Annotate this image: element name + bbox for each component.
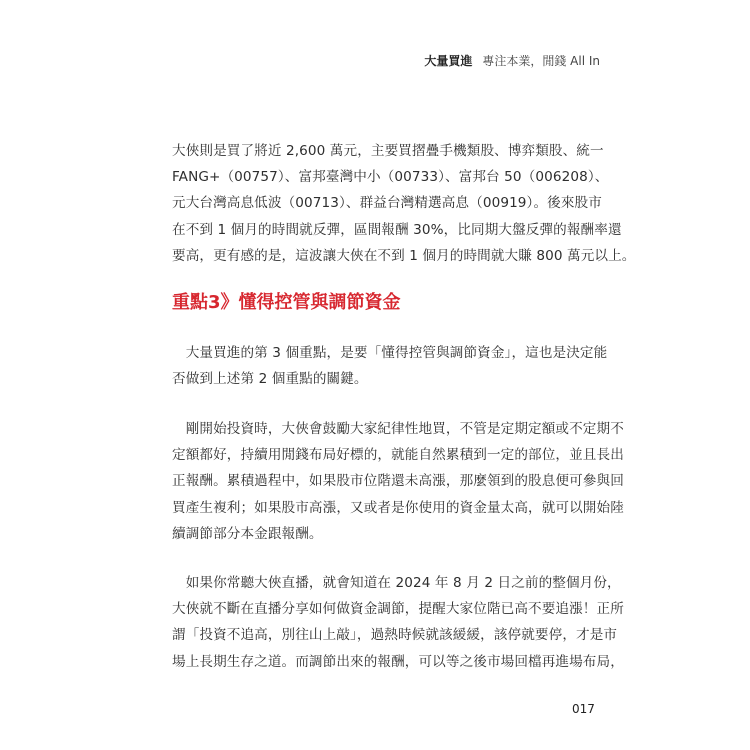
- text-line: 大俠就不斷在直播分享如何做資金調節，提醒大家位階已高不要追漲！正所: [172, 601, 624, 618]
- text-line: 要高，更有感的是，這波讓大俠在不到 1 個月的時間就大賺 800 萬元以上。: [172, 247, 636, 264]
- paragraph-2: [172, 340, 608, 392]
- text-line: 謂「投資不追高，別往山上敲」，過熱時候就該緩緩，該停就要停，才是市: [172, 627, 618, 644]
- text-line: 場上長期生存之道。而調節出來的報酬，可以等之後市場回檔再進場布局，: [172, 653, 624, 670]
- page-number: 017: [572, 702, 595, 716]
- text-line: 買產生複利；如果股市高漲，又或者是你使用的資金量太高，就可以開始陸: [172, 499, 624, 516]
- running-header: [424, 52, 600, 70]
- text-line: FANG+（00757）、富邦臺灣中小（00733）、富邦台 50（006208）、: [172, 169, 609, 186]
- header-tagline: 專注本業，閒錢 All In: [482, 54, 600, 68]
- text-line: 剛開始投資時，大俠會鼓勵大家紀律性地買，不管是定期定額或不定期不: [172, 421, 624, 437]
- paragraph-3: [172, 416, 624, 547]
- header-title: 大量買進: [424, 54, 473, 68]
- text-line: 如果你常聽大俠直播，就會知道在 2024 年 8 月 2 日之前的整個月份，: [172, 575, 621, 591]
- paragraph-4: [172, 570, 624, 675]
- text-line: 定額都好，持續用閒錢布局好標的，就能自然累積到一定的部位，並且長出: [172, 447, 624, 464]
- section-heading: 重點3》懂得控管與調節資金: [172, 292, 401, 313]
- text-line: 否做到上述第 2 個重點的關鍵。: [172, 371, 368, 388]
- text-line: 在不到 1 個月的時間就反彈，區間報酬 30%，比同期大盤反彈的報酬率還: [172, 221, 622, 238]
- text-line: 大俠則是買了將近 2,600 萬元，主要買摺疊手機類股、博弈類股、統一: [172, 143, 604, 159]
- text-line: 正報酬。累積過程中，如果股市位階還未高漲，那麼領到的股息便可參與回: [172, 473, 624, 490]
- text-line: 續調節部分本金跟報酬。: [172, 525, 323, 542]
- text-line: 元大台灣高息低波（00713）、群益台灣精選高息（00919）。後來股市: [172, 195, 602, 212]
- paragraph-1: [172, 138, 636, 269]
- text-line: 大量買進的第 3 個重點，是要「懂得控管與調節資金」，這也是決定能: [172, 345, 608, 361]
